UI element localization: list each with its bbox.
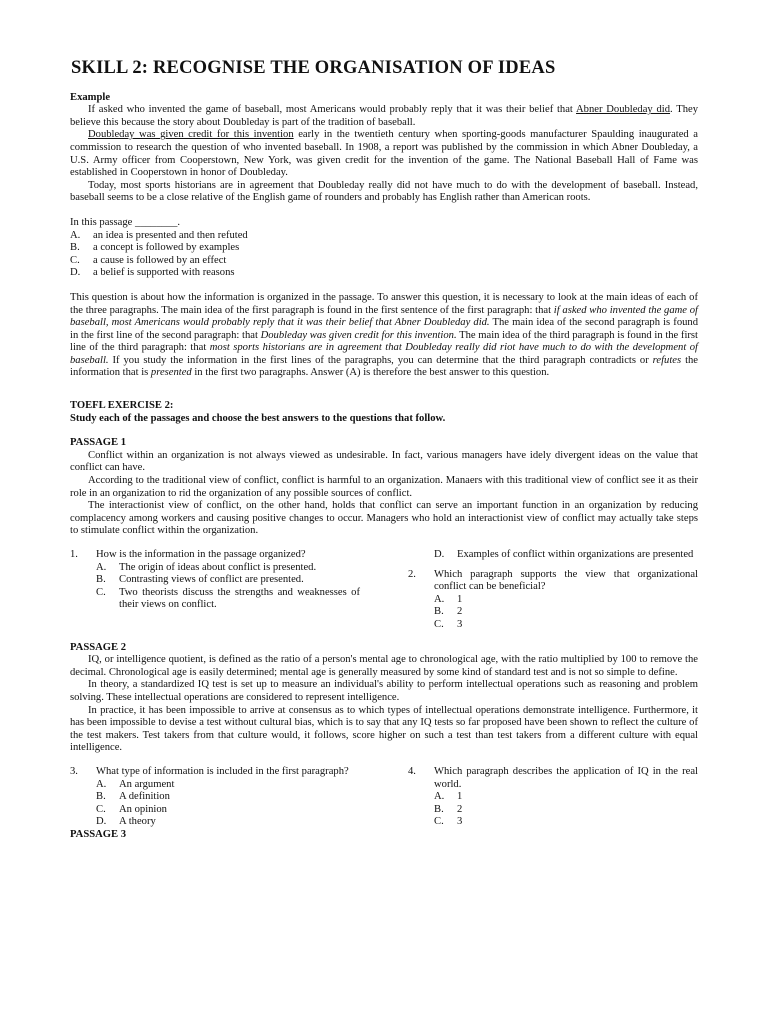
answer-option[interactable] (96, 791, 360, 804)
explanation-quote: Doubleday was given credit for this invention. (260, 329, 457, 341)
question-number: 3. (70, 765, 78, 777)
explanation-text: The main idea of the second paragraph is found in the first line of the second paragraph: that (70, 317, 699, 341)
answer-option[interactable] (96, 816, 360, 829)
option-letter: A. (96, 561, 107, 573)
option-letter: B. (70, 242, 80, 254)
passage-1-questions (70, 549, 698, 632)
option-letter: C. (434, 618, 444, 630)
question-number: 2. (408, 568, 416, 580)
question-column-left (70, 549, 360, 632)
example-p2-underlined: Doubleday was given credit for this invention (88, 129, 294, 141)
answer-option[interactable] (96, 587, 360, 612)
option-text: 2 (457, 803, 463, 815)
explanation-quote: most sports historians are in agreement that Doubleday really did riot have much to do with the development of baseball. (70, 342, 698, 366)
answer-option[interactable] (434, 594, 698, 607)
example-option-a[interactable] (70, 230, 698, 243)
explanation-quote: presented (150, 367, 192, 379)
example-question: In this passage ________. (70, 216, 181, 228)
option-letter: C. (96, 803, 106, 815)
example-paragraph-3: Today, most sports historians are in agreement that Doubleday really did not have much to do with the development of baseball. Instead, baseball seems to be a close relative of the English game of rounders and probably has English rather than American roots. (70, 179, 698, 204)
example-label: Example (70, 91, 111, 103)
option-text: Two theorists discuss the strengths and weaknesses of their views on conflict. (119, 586, 360, 611)
question-text: Which paragraph supports the view that organizational conflict can be beneficial? (434, 568, 698, 593)
question-3 (70, 766, 360, 829)
explanation-paragraph (70, 292, 698, 380)
option-text: An argument (119, 778, 175, 790)
question-text: What type of information is included in the first paragraph? (96, 765, 349, 777)
passage-1-paragraph: Conflict within an organization is not always viewed as undesirable. In fact, various managers have idely divergent ideas on the value that conflict can have. (70, 449, 698, 474)
option-letter: A. (70, 229, 81, 241)
example-p1-text-b: . They believe this because the story about Doubleday is part of the tradition of baseball. (70, 104, 699, 128)
explanation-quote: refutes (652, 354, 682, 366)
answer-option[interactable] (434, 816, 698, 829)
option-letter: C. (434, 816, 444, 828)
answer-option[interactable] (96, 562, 360, 575)
option-text: 3 (457, 618, 463, 630)
option-text: 2 (457, 606, 463, 618)
question-4 (408, 766, 698, 829)
question-number: 1. (70, 549, 78, 560)
passage-1-paragraph: According to the traditional view of conflict, conflict is harmful to an organization. Manaers with this traditional view of conflict see it as their role in an organization to rid the organization of any possible sources of conflict. (70, 475, 698, 499)
passage-2-questions (70, 766, 698, 829)
option-letter: B. (434, 606, 444, 618)
passage-2-paragraph: IQ, or intelligence quotient, is defined as the ratio of a person's mental age to chronological age, with the ratio multiplied by 100 to remove the decimal. Chronological age is easily determined; mental age is generally measured by some kind of standard test and is not so simple to define. (70, 654, 698, 678)
explanation-text: If you study the information in the first lines of the paragraphs, you can determine that the third paragraph contradicts or (108, 354, 653, 366)
option-text: a cause is followed by an effect (93, 254, 227, 266)
passage-1-paragraph: The interactionist view of conflict, on the other hand, holds that conflict can serve an important function in an organization by reducing complacency among workers and causing positive changes to occur. Managers who hold an interactionist view of conflict may actually take steps to stimulate conflict within the organization. (70, 500, 698, 537)
answer-option[interactable] (434, 619, 698, 632)
option-letter: B. (96, 791, 106, 803)
exercise-title: TOEFL EXERCISE 2: (70, 400, 174, 412)
example-paragraph-1 (70, 104, 698, 129)
option-text: Examples of conflict within organizations are presented (457, 549, 694, 560)
answer-option[interactable] (434, 804, 698, 817)
explanation-text: This question is about how the information is organized in the passage. To answer this question, it is necessary to look at the main ideas of each of the three paragraphs. The main idea of the first paragraph is found in the first sentence of the first paragraph: that (70, 291, 698, 316)
option-letter: B. (96, 574, 106, 586)
question-text: How is the information in the passage organized? (96, 549, 306, 560)
passage-3-label: PASSAGE 3 (70, 828, 127, 840)
question-number: 4. (408, 765, 416, 777)
example-options (70, 230, 698, 280)
option-text: A theory (119, 816, 156, 828)
explanation-text: the information that is (70, 354, 699, 379)
option-text: a concept is followed by examples (93, 242, 240, 254)
question-column-right (408, 549, 698, 632)
answer-option[interactable] (434, 606, 698, 619)
answer-option[interactable] (96, 574, 360, 587)
explanation-text: The main idea of the third paragraph is found in the first line of the third paragraph: that (70, 329, 698, 354)
passage-2-paragraph: In theory, a standardized IQ test is set up to measure an individual's ability to perform intellectual operations such as reasoning and problem solving. These intellectual operations are considered to represent intelligence. (70, 679, 698, 703)
option-letter: B. (434, 803, 444, 815)
question-1-continued (408, 549, 698, 562)
option-letter: D. (70, 267, 81, 279)
example-p1-underlined: Abner Doubleday did (576, 104, 671, 116)
example-p1-text-a: If asked who invented the game of baseball, most Americans would probably reply that it was their belief that (88, 104, 577, 116)
explanation-text: in the first two paragraphs. Answer (A) is therefore the best answer to this question. (191, 367, 550, 379)
option-letter: D. (96, 816, 107, 828)
option-text: an idea is presented and then refuted (93, 229, 248, 241)
explanation-quote: if asked who invented the game of baseball, most Americans would probably reply that it was their belief that Abner Doubleday did. (70, 304, 698, 329)
option-text: A definition (119, 791, 170, 803)
example-option-b[interactable] (70, 242, 698, 255)
option-text: 1 (457, 791, 463, 803)
option-text: Contrasting views of conflict are presented. (119, 574, 304, 586)
page-title: SKILL 2: RECOGNISE THE ORGANISATION OF IDEAS (71, 58, 556, 78)
option-letter: A. (434, 791, 445, 803)
answer-option[interactable] (96, 779, 360, 792)
question-1 (70, 549, 360, 612)
passage-2-paragraph: In practice, it has been impossible to arrive at consensus as to which types of intellectual operations demonstrate intelligence. Furthermore, it has been impossible to devise a test without cultural bias, which is to say that any IQ tests so far proposed have been shown to reflect the culture of the test makers. Test takers from that culture would, it follows, score higher on such a test than test takers from a different culture with equal intelligence. (70, 704, 698, 754)
option-letter: D. (434, 549, 445, 560)
option-letter: A. (96, 778, 107, 790)
option-letter: A. (434, 593, 445, 605)
option-text: An opinion (119, 803, 167, 815)
question-column-right (408, 766, 698, 829)
example-p2-text: early in the twentieth century when sporting-goods manufacturer Spaulding inaugurated a commission to research the question of who invented baseball. In 1908, a report was published by the commission in which Abner Doubleday, a U.S. Army officer from Cooperstown, New York, was given credit for the invention of the game. The National Baseball Hall of Fame was established in Cooperstown in honor of Doubleday. (70, 129, 698, 179)
example-option-d[interactable] (70, 267, 698, 280)
answer-option[interactable] (434, 549, 698, 562)
answer-option[interactable] (434, 791, 698, 804)
option-text: a belief is supported with reasons (93, 267, 235, 279)
option-text: 1 (457, 593, 463, 605)
passage-2-label: PASSAGE 2 (70, 641, 127, 653)
question-column-left (70, 766, 360, 829)
option-letter: C. (70, 254, 80, 266)
question-2 (408, 569, 698, 632)
question-text: Which paragraph describes the application of IQ in the real world. (434, 765, 698, 790)
option-text: 3 (457, 816, 463, 828)
exercise-instruction: Study each of the passages and choose the best answers to the questions that follow. (70, 412, 446, 424)
option-letter: C. (96, 586, 106, 598)
example-option-c[interactable] (70, 255, 698, 268)
option-text: The origin of ideas about conflict is presented. (119, 561, 317, 573)
passage-1-label: PASSAGE 1 (70, 437, 127, 449)
example-paragraph-2 (70, 129, 698, 179)
answer-option[interactable] (96, 804, 360, 817)
